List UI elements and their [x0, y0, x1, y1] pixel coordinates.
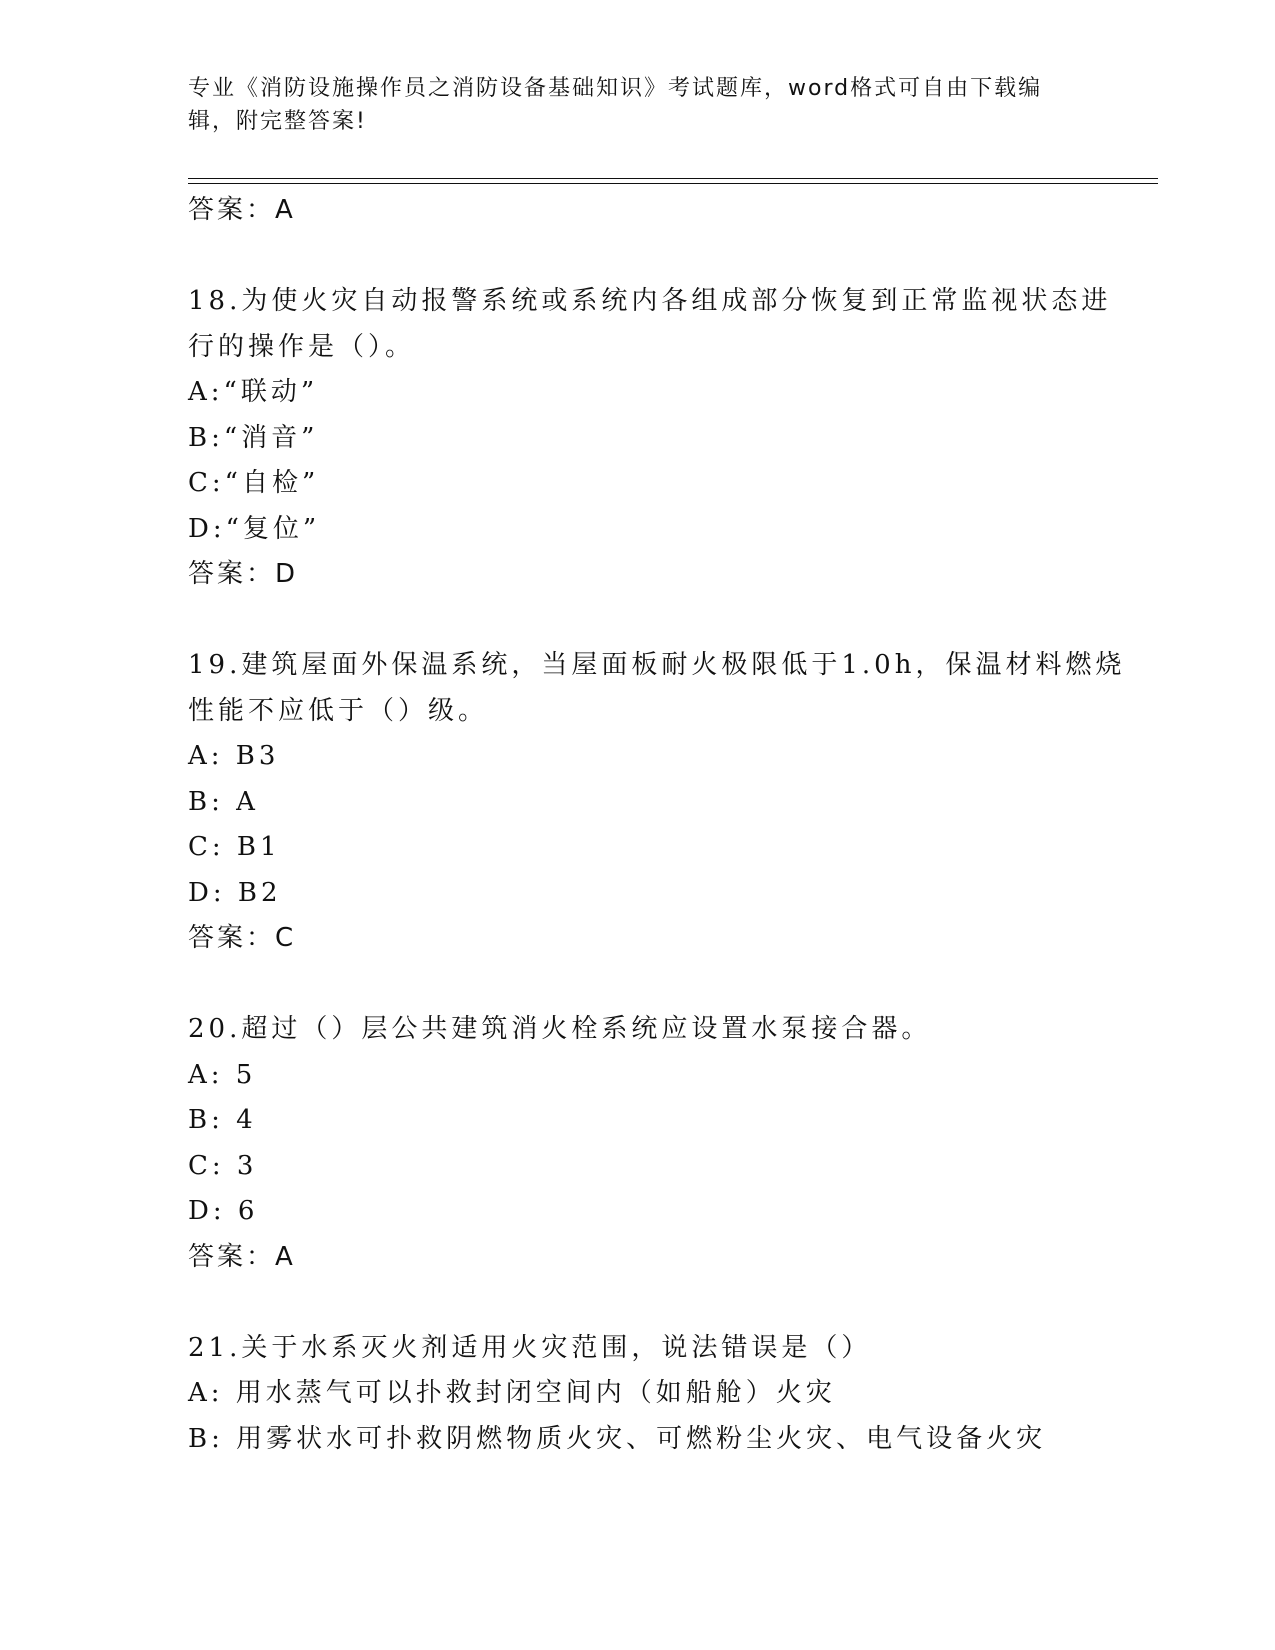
- spacer: [188, 1280, 1168, 1326]
- option-a: A: B3: [188, 741, 280, 771]
- option-c: C: 3: [188, 1150, 258, 1181]
- option-c: C:“自检”: [188, 468, 320, 498]
- question-list: [188, 188, 1168, 1462]
- answer-line: 答案：D: [188, 559, 299, 589]
- question-18: [188, 279, 1168, 598]
- option-c: C: B1: [188, 832, 281, 862]
- spacer: [188, 234, 1168, 280]
- option-b: B: 4: [188, 1105, 257, 1135]
- question-text-line: 18.为使火灾自动报警系统或系统内各组成部分恢复到正常监视状态进: [188, 286, 1112, 316]
- option-b: B: A: [188, 786, 259, 817]
- answer-line: 答案：A: [188, 1241, 296, 1272]
- option-b: B: 用雾状水可扑救阴燃物质火灾、可燃粉尘火灾、电气设备火灾: [188, 1423, 1047, 1454]
- spacer: [188, 598, 1168, 644]
- spacer: [188, 962, 1168, 1008]
- answer-line: 答案：C: [188, 923, 297, 953]
- question-text-line: 行的操作是（）。: [188, 331, 416, 362]
- question-text-line: 19.建筑屋面外保温系统，当屋面板耐火极限低于1.0h，保温材料燃烧: [188, 650, 1126, 680]
- header-rule-top: [188, 178, 1158, 179]
- question-21: [188, 1326, 1168, 1463]
- option-d: D: 6: [188, 1196, 259, 1226]
- question-text-line: 性能不应低于（）级。: [188, 695, 489, 726]
- option-d: D: B2: [188, 877, 282, 908]
- option-d: D:“复位”: [188, 513, 321, 544]
- question-20: [188, 1007, 1168, 1280]
- question-text-line: 21.关于水系灭火剂适用火灾范围，说法错误是（）: [188, 1332, 872, 1363]
- header-rule-bottom: [188, 183, 1158, 184]
- option-a: A: 用水蒸气可以扑救封闭空间内（如船舱）火灾: [188, 1378, 836, 1408]
- question-text-line: 20.超过（）层公共建筑消火栓系统应设置水泵接合器。: [188, 1014, 932, 1044]
- option-a: A:“联动”: [188, 377, 319, 407]
- option-a: A: 5: [188, 1059, 257, 1090]
- question-19: [188, 643, 1168, 962]
- previous-answer: 答案：A: [188, 195, 296, 225]
- header-text: 专业《消防设施操作员之消防设备基础知识》考试题库，word格式可自由下载编辑，附完整答案!: [188, 76, 1043, 134]
- option-b: B:“消音”: [188, 422, 319, 453]
- document-header: [188, 72, 1088, 138]
